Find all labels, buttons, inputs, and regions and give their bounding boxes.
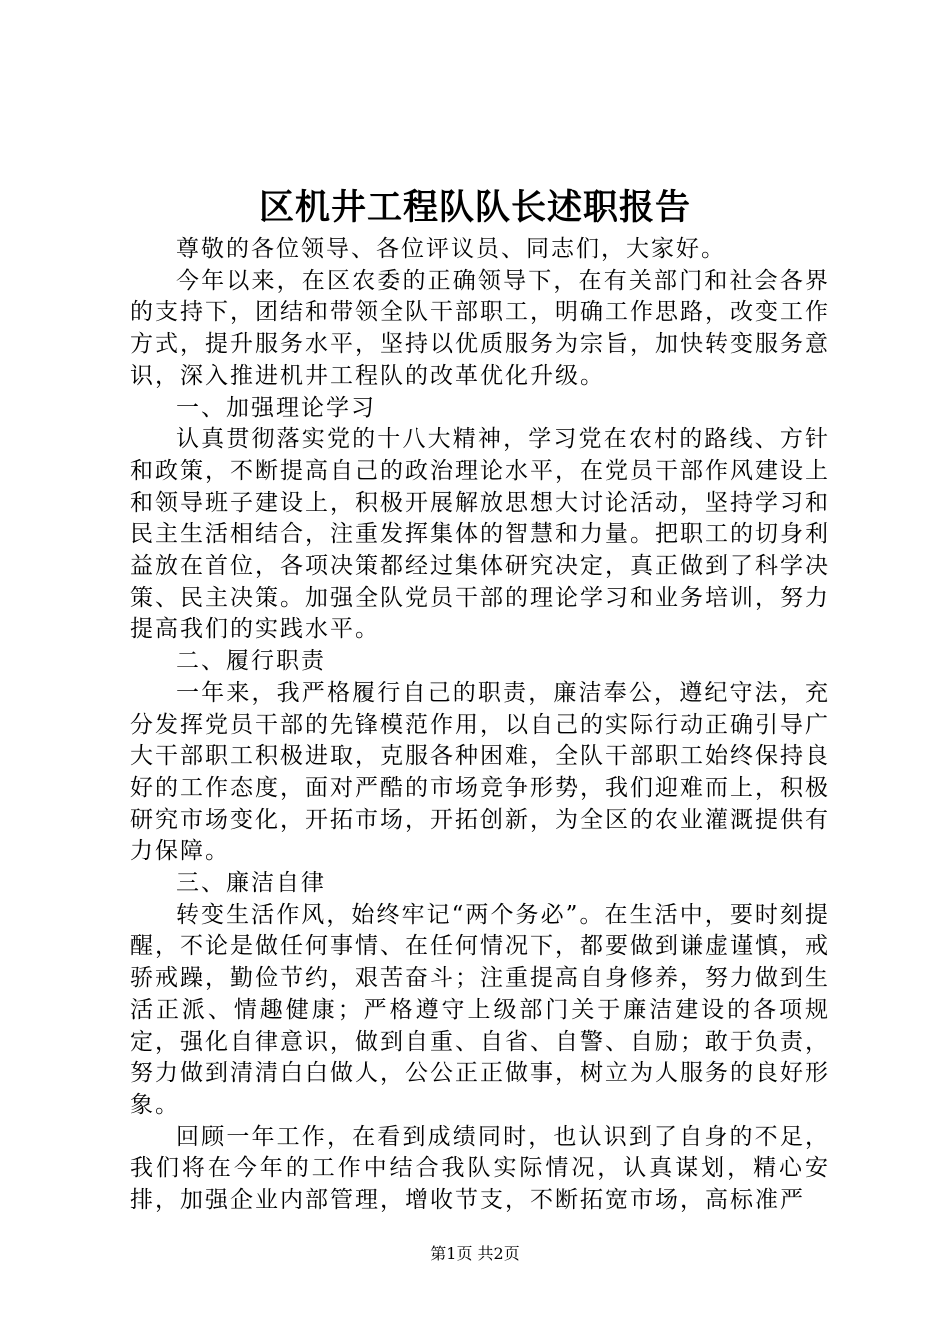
section-heading: 二、履行职责	[176, 648, 326, 675]
section-heading: 三、廉洁自律	[176, 870, 326, 897]
section-heading: 一、加强理论学习	[176, 394, 376, 421]
intro-paragraph: 今年以来，在区农委的正确领导下，在有关部门和社会各界的支持下，团结和带领全队干部职工，明确工作思路，改变工作方式，提升服务水平，坚持以优质服务为宗旨，加快转变服务意识，深入推进机井工程队的改革优化升级。	[130, 267, 830, 389]
closing-paragraph: 回顾一年工作，在看到成绩同时，也认识到了自身的不足，我们将在今年的工作中结合我队实际情况，认真谋划，精心安排，加强企业内部管理，增收节支，不断拓宽市场，高标准严	[130, 1123, 830, 1214]
page-footer: 第1页 共2页	[430, 1244, 520, 1263]
document-title: 区机井工程队队长述职报告	[258, 187, 691, 228]
section-paragraph: 转变生活作风，始终牢记“两个务必”。在生活中，要时刻提醒，不论是做任何事情、在任何情况下，都要做到谦虚谨慎，戒骄戒躁，勤俭节约，艰苦奋斗；注重提高自身修养，努力做到生活正派、情趣健康；严格遵守上级部门关于廉洁建设的各项规定，强化自律意识，做到自重、自省、自警、自励；敢于负责，努力做到清清白白做人，公公正正做事，树立为人服务的良好形象。	[130, 901, 830, 1118]
section-paragraph: 一年来，我严格履行自己的职责，廉洁奉公，遵纪守法，充分发挥党员干部的先锋模范作用，以自己的实际行动正确引导广大干部职工积极进取，克服各种困难，全队干部职工始终保持良好的工作态度，面对严酷的市场竞争形势，我们迎难而上，积极研究市场变化，开拓市场，开拓创新，为全区的农业灌溉提供有力保障。	[130, 679, 830, 865]
section-paragraph: 认真贯彻落实党的十八大精神，学习党在农村的路线、方针和政策，不断提高自己的政治理论水平，在党员干部作风建设上和领导班子建设上，积极开展解放思想大讨论活动，坚持学习和民主生活相结合，注重发挥集体的智慧和力量。把职工的切身利益放在首位，各项决策都经过集体研究决定，真正做到了科学决策、民主决策。加强全队党员干部的理论学习和业务培训，努力提高我们的实践水平。	[130, 426, 830, 643]
greeting-paragraph: 尊敬的各位领导、各位评议员、同志们，大家好。	[176, 236, 726, 262]
document-body	[130, 234, 830, 1217]
